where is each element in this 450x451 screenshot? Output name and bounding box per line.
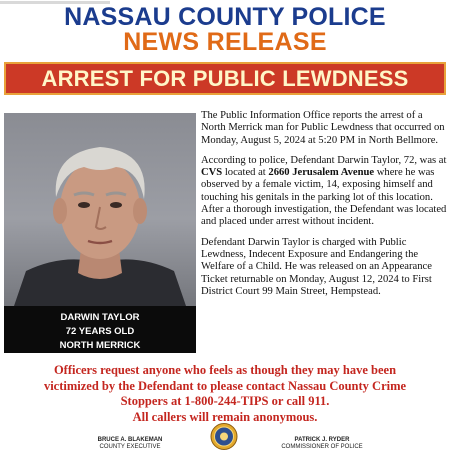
county-executive-signature [70, 437, 190, 451]
paragraph-charges: Defendant Darwin Taylor is charged with Public Lewdness, Indecent Exposure and Endangering the Welfare of a Child. He was released on an Appearance Ticket returnable on Monday, August 12, 2024 to First District Court 99 Main Street, Hempstead. [201, 236, 432, 297]
suspect-portrait-image [4, 113, 196, 306]
headline-text: ARREST FOR PUBLIC LEWDNESS [41, 66, 409, 91]
paragraph-intro: The Public Information Office reports the arrest of a North Merrick man for Public Lewdness that occurred on Monday, August 5, 2024 at 5:20 PM in North Bellmore. [201, 110, 445, 146]
county-executive-name: BRUCE A. BLAKEMAN [97, 437, 163, 443]
appeal-line-4: All callers will remain anonymous. [132, 409, 318, 424]
county-executive-title: COUNTY EXECUTIVE [99, 444, 161, 450]
paragraph-details [201, 155, 447, 229]
suspect-photo [4, 113, 196, 306]
appeal-line-2: victimized by the Defendant to please contact Nassau County Crime [43, 378, 407, 393]
details-text-2: located at [222, 167, 269, 179]
release-body [201, 110, 447, 306]
police-commissioner-name: PATRICK J. RYDER [294, 437, 350, 443]
details-address: 2660 Jerusalem Avenue [268, 167, 375, 179]
news-release-title: NEWS RELEASE [123, 28, 327, 56]
police-commissioner-signature [262, 437, 382, 451]
suspect-location: NORTH MERRICK [59, 340, 141, 351]
suspect-name: DARWIN TAYLOR [60, 312, 140, 323]
public-appeal [4, 363, 446, 425]
details-store: CVS [201, 167, 223, 179]
appeal-line-3: Stoppers at 1-800-244-TIPS or call 911. [120, 394, 330, 408]
details-text-3: where he was observed by a female victim, 14, exposing himself and touching his genitals in the parking lot of this location. After a thorough investigation, the Defendant was located and placed under arrest without incident. [201, 167, 447, 228]
details-text-1: According to police, Defendant Darwin Taylor, 72, was at [201, 154, 447, 166]
appeal-line-1: Officers request anyone who feels as though they may have been [53, 363, 397, 377]
headline-banner [4, 62, 446, 95]
agency-title: NASSAU COUNTY POLICE [64, 3, 386, 31]
suspect-caption [4, 306, 196, 353]
police-commissioner-title: COMMISSIONER OF POLICE [281, 444, 363, 450]
suspect-age: 72 YEARS OLD [65, 326, 135, 337]
nassau-county-seal-icon [208, 423, 240, 450]
